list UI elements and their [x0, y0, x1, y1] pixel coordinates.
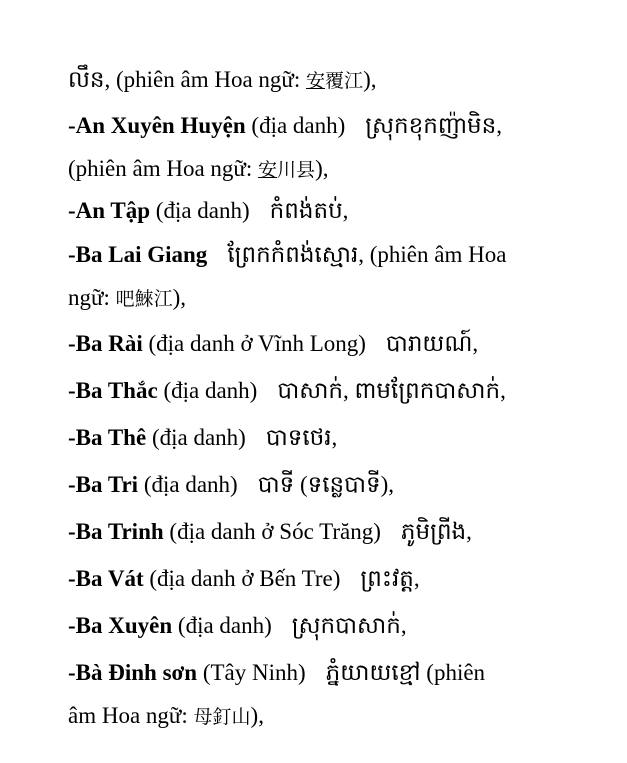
chinese-text-underlined: 安 — [306, 71, 326, 92]
entry-desc: (địa danh ở Bến Tre) — [143, 566, 341, 591]
entry-ba-vat — [68, 555, 567, 602]
entry-ba-lai-giang — [68, 231, 567, 278]
entry-line-continuation — [68, 278, 567, 320]
khmer-text: ព្រះវត្ត, — [360, 566, 420, 591]
entry-ba-tri — [68, 461, 567, 508]
entry-text: ), — [172, 285, 187, 310]
entry-text: ), — [363, 67, 377, 92]
khmer-text: ព្រែកកំពង់ស្មោរ, (phiên âm Hoa — [227, 242, 507, 267]
entry-line-continuation — [68, 149, 567, 191]
entry-desc: (địa danh) — [157, 378, 258, 403]
khmer-text: ស្រុកបាសាក់, — [291, 613, 407, 638]
entry-term: -Ba Thê — [68, 425, 147, 450]
khmer-text: បាទី (ទន្លេបាទី), — [257, 472, 395, 497]
entry-desc: (địa danh) — [138, 472, 238, 497]
entry-text: លឹន, (phiên âm Hoa ngữ: — [68, 67, 307, 92]
entry-desc: (địa danh ở Sóc Trăng) — [163, 519, 381, 544]
entry-term: -Ba Thắc — [68, 378, 158, 403]
entry-term: -Bà Đinh sơn — [68, 660, 198, 685]
chinese-text-underlined: 安 — [258, 160, 278, 181]
entry-desc: (địa danh) — [150, 198, 250, 223]
chinese-text: 母釘山 — [193, 707, 251, 728]
entry-term: -Ba Lai Giang — [68, 242, 208, 267]
khmer-text: ភ្នំយាយខ្មៅ (phiên — [325, 660, 486, 685]
entry-desc: (Tây Ninh) — [197, 660, 306, 685]
entry-term: -An Tập — [68, 198, 151, 223]
entry-term: -Ba Tri — [68, 472, 139, 497]
entry-text: ), — [315, 156, 329, 181]
khmer-text: កំពង់តប់, — [269, 198, 349, 223]
entry-desc: (địa danh ở Vĩnh Long) — [142, 331, 366, 356]
entry-ba-xuyen — [68, 602, 567, 649]
entry-ba-thac — [68, 367, 567, 414]
entry-line-continuation — [68, 696, 567, 738]
entry-desc: (địa danh) — [146, 425, 246, 450]
entry-term: -An Xuyên Huyện — [68, 113, 246, 138]
entry-term: -Ba Vát — [68, 566, 144, 591]
entry-text: ngữ: — [68, 285, 116, 310]
entry-desc: (địa danh) — [245, 113, 346, 138]
khmer-text: បារាយណ៍, — [385, 331, 479, 356]
khmer-text: ភូមិព្រីង, — [400, 519, 472, 544]
entry-text: âm Hoa ngữ: — [68, 703, 194, 728]
entry-term: -Ba Rài — [68, 331, 143, 356]
khmer-text: បាទថេរ, — [265, 425, 338, 450]
entry-ba-rai — [68, 320, 567, 367]
entry-term: -Ba Trinh — [68, 519, 164, 544]
entry-text: (phiên âm Hoa ngữ: — [68, 156, 259, 181]
khmer-text: បាសាក់, ពាមព្រែកបាសាក់, — [277, 378, 506, 403]
khmer-text: ស្រុកខុកញ៉ាមិន, — [365, 113, 502, 138]
entry-ba-the — [68, 414, 567, 461]
entry-ba-trinh — [68, 508, 567, 555]
entry-term: -Ba Xuyên — [68, 613, 173, 638]
chinese-text: 覆江 — [325, 71, 364, 92]
entry-line-1 — [68, 60, 567, 102]
entry-text: ), — [250, 703, 264, 728]
chinese-text: 吧鯠江 — [115, 289, 173, 310]
entry-desc: (địa danh) — [172, 613, 272, 638]
chinese-text: 川县 — [277, 160, 316, 181]
entry-an-xuyen-huyen — [68, 102, 567, 149]
entry-ba-dinh-son — [68, 649, 567, 696]
entry-an-tap — [68, 191, 567, 231]
